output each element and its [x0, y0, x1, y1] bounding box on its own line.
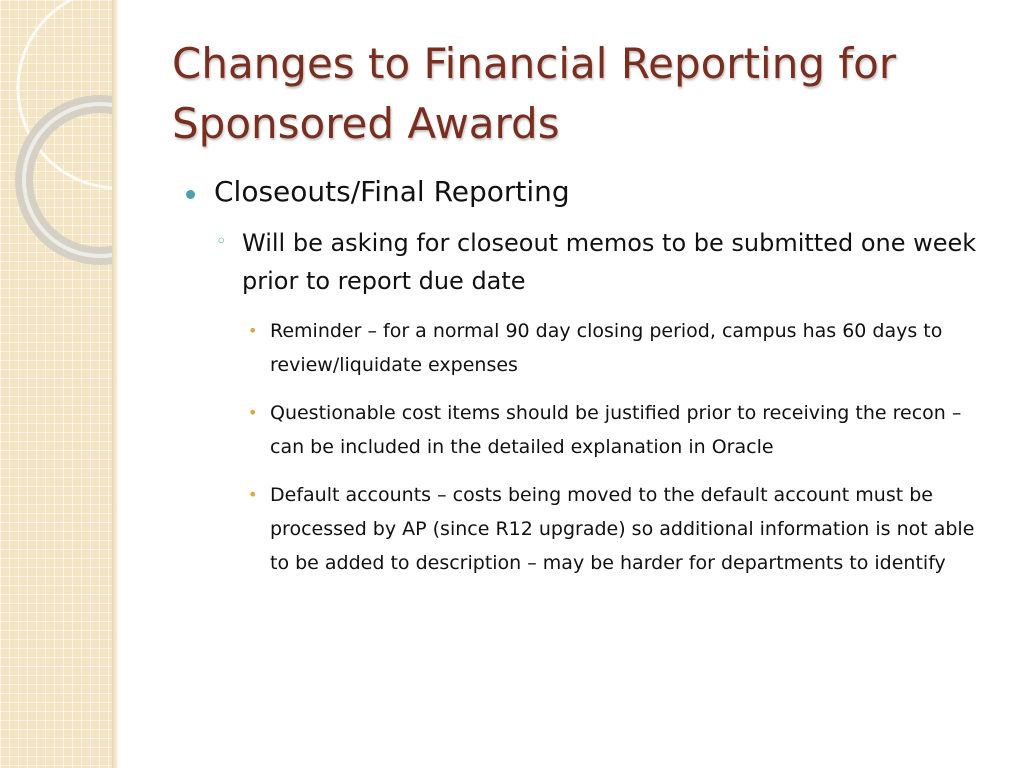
sidebar-edge	[112, 0, 118, 768]
bullet-text: Closeouts/Final Reporting	[214, 175, 570, 208]
bullet-level2	[184, 224, 996, 300]
bullet-text: Reminder – for a normal 90 day closing period, campus has 60 days to review/liquidate expenses	[270, 320, 943, 376]
bullet-text: Questionable cost items should be justified prior to receiving the recon – can be included in the detailed explanation in Oracle	[270, 402, 962, 458]
small-dot-bullet-icon: •	[248, 485, 258, 504]
ring-bullet-icon: ◦	[216, 231, 227, 252]
small-dot-bullet-icon: •	[248, 321, 258, 340]
decorative-sidebar	[0, 0, 112, 768]
bullet-level1	[184, 170, 996, 214]
slide-title: Changes to Financial Reporting for Sponsored Awards	[172, 39, 897, 148]
decorative-rings	[0, 0, 112, 768]
bullet-text: Default accounts – costs being moved to the default account must be processed by AP (since R12 upgrade) so additional information is not able to be added to description – may be harder for departments to identify	[270, 484, 975, 574]
slide-content	[184, 170, 996, 580]
bullet-level3	[184, 314, 996, 382]
dot-bullet-icon	[186, 190, 195, 199]
bullet-level3	[184, 478, 996, 580]
bullet-level3	[184, 396, 996, 464]
bullet-text: Will be asking for closeout memos to be submitted one week prior to report due date	[242, 229, 977, 295]
small-dot-bullet-icon: •	[248, 403, 258, 422]
